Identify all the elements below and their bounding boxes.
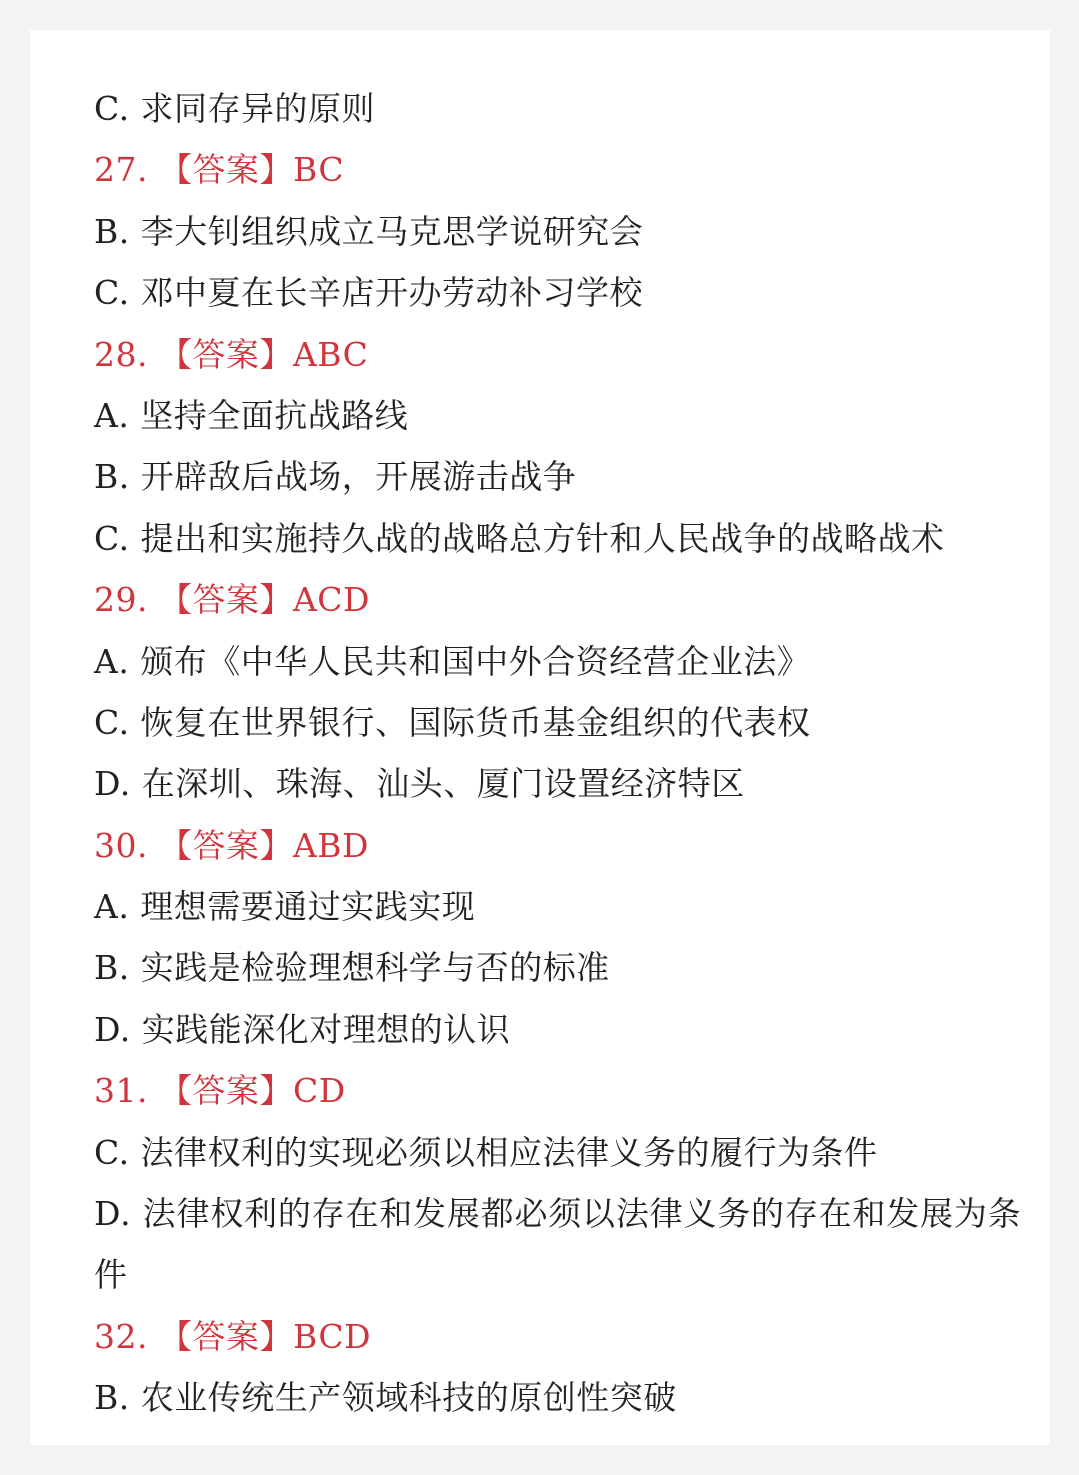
option-line: A. 理想需要通过实践实现 xyxy=(94,887,476,927)
answer-heading: 30. 【答案】ABD xyxy=(94,825,370,865)
option-line: B. 李大钊组织成立马克思学说研究会 xyxy=(94,211,644,251)
answer-heading: 28. 【答案】ABC xyxy=(94,334,369,374)
option-line: B. 实践是检验理想科学与否的标准 xyxy=(94,948,610,988)
option-line: C. 法律权利的实现必须以相应法律义务的履行为条件 xyxy=(94,1132,878,1172)
answer-list xyxy=(94,78,1024,1429)
answer-heading: 27. 【答案】BC xyxy=(94,150,345,190)
answer-heading: 29. 【答案】ACD xyxy=(94,580,371,620)
option-line: A. 坚持全面抗战路线 xyxy=(94,395,409,435)
option-line: B. 农业传统生产领域科技的原创性突破 xyxy=(94,1378,677,1418)
option-line: B. 开辟敌后战场，开展游击战争 xyxy=(94,457,577,497)
option-line: C. 求同存异的原则 xyxy=(94,89,376,128)
option-line: C. 邓中夏在长辛店开办劳动补习学校 xyxy=(94,273,644,313)
option-line: C. 恢复在世界银行、国际货币基金组织的代表权 xyxy=(94,702,811,742)
option-line: D. 在深圳、珠海、汕头、厦门设置经济特区 xyxy=(94,764,745,804)
option-line: C. 提出和实施持久战的战略总方针和人民战争的战略战术 xyxy=(94,518,945,558)
option-line: A. 颁布《中华人民共和国中外合资经营企业法》 xyxy=(94,641,811,681)
option-line-wrapped: D. 法律权利的存在和发展都必须以法律义务的存在和发展为条件 xyxy=(94,1194,1022,1295)
option-line: D. 实践能深化对理想的认识 xyxy=(94,1009,511,1049)
answer-heading: 31. 【答案】CD xyxy=(94,1071,346,1111)
document-page xyxy=(30,30,1050,1445)
answer-heading: 32. 【答案】BCD xyxy=(94,1316,372,1356)
